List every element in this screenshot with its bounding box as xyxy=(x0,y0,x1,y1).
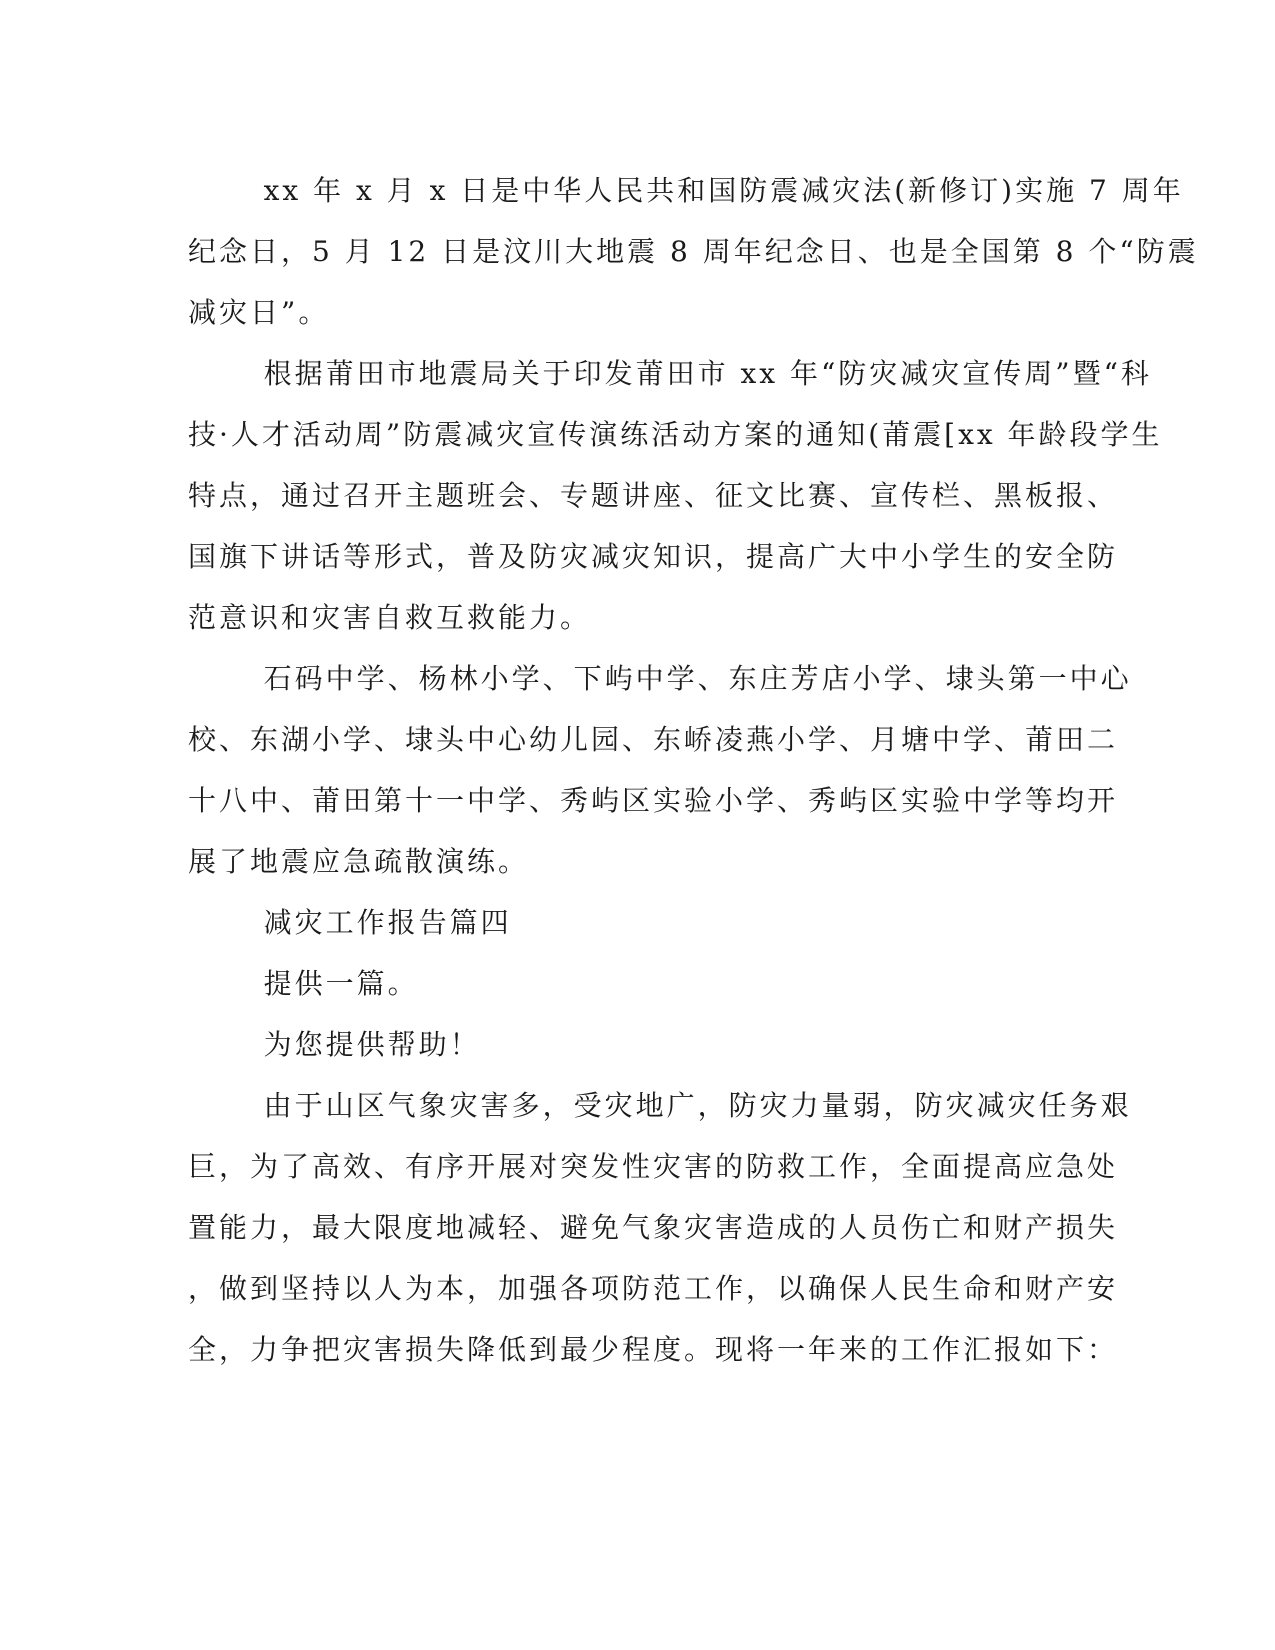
section-heading xyxy=(188,892,1068,953)
text-line: 校、东湖小学、埭头中心幼儿园、东峤凌燕小学、月塘中学、莆田二 xyxy=(188,723,1119,756)
text-line: 根据莆田市地震局关于印发莆田市 xx 年“防灾减灾宣传周”暨“科 xyxy=(263,357,1152,390)
text-line: 展了地震应急疏散演练。 xyxy=(188,845,530,878)
text-line: 巨，为了高效、有序开展对突发性灾害的防救工作，全面提高应急处 xyxy=(188,1150,1119,1183)
paragraph-notice xyxy=(188,343,1163,648)
text-line: 石码中学、杨林小学、下屿中学、东庄芳店小学、埭头第一中心 xyxy=(263,662,1132,695)
text-line: 范意识和灾害自救互救能力。 xyxy=(188,601,592,634)
text-line: 减灾日”。 xyxy=(188,296,330,329)
text-line: 特点，通过召开主题班会、专题讲座、征文比赛、宣传栏、黑板报、 xyxy=(188,479,1119,512)
text-line: 十八中、莆田第十一中学、秀屿区实验小学、秀屿区实验中学等均开 xyxy=(188,784,1119,817)
text-line: 提供一篇。 xyxy=(263,967,419,1000)
text-line: ，做到坚持以人为本，加强各项防范工作，以确保人民生命和财产安 xyxy=(188,1272,1119,1305)
text-line: 减灾工作报告篇四 xyxy=(263,906,512,939)
text-line: xx 年 x 月 x 日是中华人民共和国防震减灾法(新修订)实施 7 周年 xyxy=(263,174,1184,207)
text-line: 全，力争把灾害损失降低到最少程度。现将一年来的工作汇报如下： xyxy=(188,1333,1119,1366)
paragraph-help xyxy=(188,1014,1068,1075)
document-body xyxy=(188,160,1199,1380)
paragraph-provide xyxy=(188,953,1068,1014)
text-line: 国旗下讲话等形式，普及防灾减灾知识，提高广大中小学生的安全防 xyxy=(188,540,1119,573)
text-line: 由于山区气象灾害多，受灾地广，防灾力量弱，防灾减灾任务艰 xyxy=(263,1089,1132,1122)
paragraph-mountain-disasters xyxy=(188,1075,1132,1380)
text-line: 置能力，最大限度地减轻、避免气象灾害造成的人员伤亡和财产损失 xyxy=(188,1211,1119,1244)
text-line: 为您提供帮助！ xyxy=(263,1028,481,1061)
paragraph-anniversary xyxy=(188,160,1199,343)
text-line: 纪念日，5 月 12 日是汶川大地震 8 周年纪念日、也是全国第 8 个“防震 xyxy=(188,235,1199,268)
text-line: 技·人才活动周”防震减灾宣传演练活动方案的通知(莆震[xx 年龄段学生 xyxy=(188,418,1163,451)
paragraph-schools xyxy=(188,648,1132,892)
